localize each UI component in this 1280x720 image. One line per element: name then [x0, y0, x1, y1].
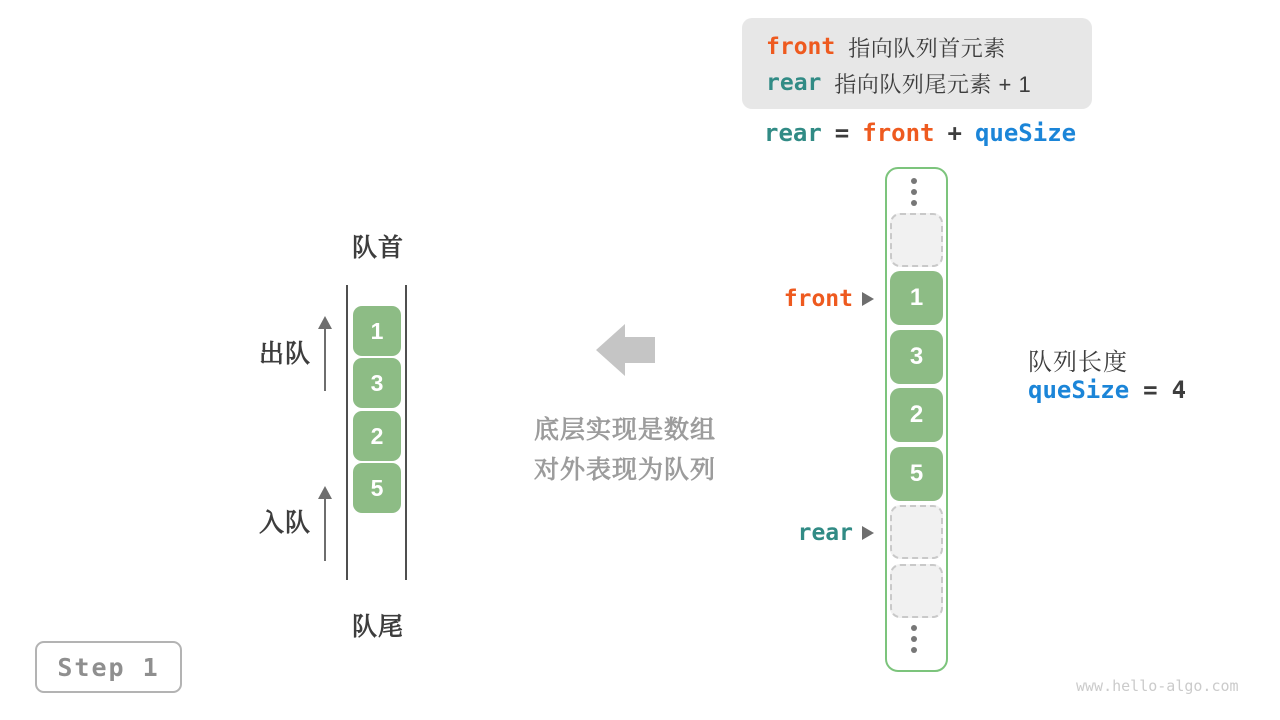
quesize-keyword: queSize	[1028, 376, 1130, 404]
queue-length-label: 队列长度	[1028, 349, 1128, 376]
rear-formula	[764, 119, 1076, 147]
enqueue-arrow-icon	[317, 486, 333, 561]
queue-cell: 1	[353, 306, 401, 356]
pointer-arrow-icon	[862, 526, 874, 540]
queue-length-value-line	[1028, 376, 1186, 404]
queue-right-wall	[405, 285, 407, 580]
center-caption	[505, 410, 745, 490]
queue-left-wall	[346, 285, 348, 580]
enqueue-arrow-shaft	[324, 499, 327, 561]
array-cell-value: 5	[890, 447, 943, 501]
rear-keyword: rear	[766, 70, 822, 96]
rear-pointer-label: rear	[797, 520, 853, 546]
queue-cell: 5	[353, 463, 401, 513]
front-pointer	[740, 285, 874, 313]
caption-line-2: 对外表现为队列	[533, 456, 716, 484]
array-cell-empty	[890, 505, 943, 559]
formula-rear: rear	[764, 119, 822, 147]
watermark: www.hello-algo.com	[1076, 677, 1239, 695]
front-pointer-label: front	[783, 286, 853, 312]
dequeue-label: 出队	[259, 340, 312, 368]
ellipsis-top-icon	[908, 178, 920, 206]
formula-front: front	[862, 119, 935, 147]
dequeue-arrow-shaft	[324, 329, 327, 391]
enqueue-label: 入队	[259, 509, 312, 537]
array-cell-empty	[890, 564, 943, 618]
queue-tail-label: 队尾	[352, 613, 405, 641]
array-cell-value: 1	[890, 271, 943, 325]
quesize-value: 4	[1171, 376, 1187, 404]
ellipsis-bottom-icon	[908, 625, 920, 653]
queue-head-label: 队首	[352, 234, 405, 262]
formula-plus: +	[947, 119, 962, 147]
formula-equals: =	[834, 119, 850, 147]
formula-quesize: queSize	[974, 119, 1077, 147]
front-definition-line	[766, 29, 1092, 65]
queue-cell: 2	[353, 411, 401, 461]
rear-pointer	[740, 519, 874, 547]
caption-line-1: 底层实现是数组	[533, 416, 716, 444]
rear-definition-line	[766, 65, 1092, 101]
rear-definition-text: 指向队列尾元素 + 1	[834, 71, 1032, 97]
front-definition-text: 指向队列首元素	[848, 35, 1006, 61]
array-cell-empty	[890, 213, 943, 267]
queue-cell: 3	[353, 358, 401, 408]
pointer-definition-box	[742, 18, 1092, 109]
array-cell-value: 3	[890, 330, 943, 384]
dequeue-arrow-head	[318, 316, 332, 329]
enqueue-arrow-head	[318, 486, 332, 499]
dequeue-arrow-icon	[317, 316, 333, 391]
step-badge: Step 1	[35, 641, 182, 693]
array-cell-value: 2	[890, 388, 943, 442]
front-keyword: front	[766, 34, 836, 60]
pointer-arrow-icon	[862, 292, 874, 306]
quesize-equals: =	[1143, 376, 1158, 404]
left-arrow-icon	[596, 324, 656, 378]
